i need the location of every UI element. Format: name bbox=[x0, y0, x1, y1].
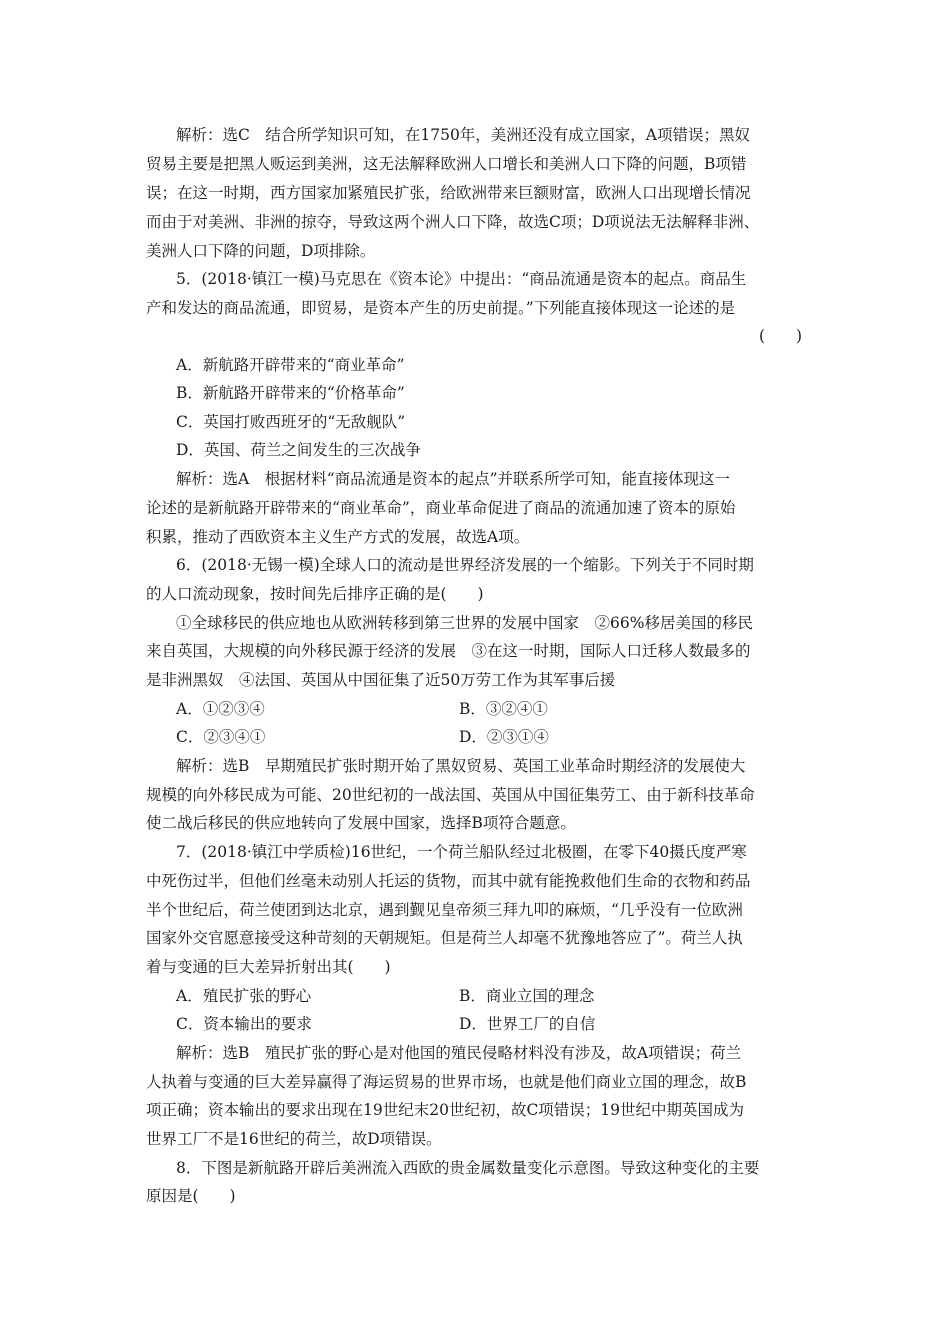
answer-analysis-line: 解析：选B 殖民扩张的野心是对他国的殖民侵略材料没有涉及，故A项错误；荷兰 bbox=[176, 1044, 742, 1062]
question-7-stem: 国家外交官愿意接受这种苛刻的天朝规矩。但是荷兰人却毫不犹豫地答应了”。荷兰人执 bbox=[146, 929, 743, 947]
option-a: A．新航路开辟带来的“商业革命” bbox=[176, 356, 405, 374]
answer-analysis-line: 美洲人口下降的问题，D项排除。 bbox=[146, 242, 376, 260]
answer-analysis-line: 人执着与变通的巨大差异赢得了海运贸易的世界市场，也就是他们商业立国的理念，故B bbox=[146, 1073, 747, 1091]
option-d: D．英国、荷兰之间发生的三次战争 bbox=[176, 441, 421, 459]
question-5-stem: 产和发达的商品流通，即贸易，是资本产生的历史前提。”下列能直接体现这一论述的是 bbox=[146, 299, 736, 317]
question-6-stem: 6．(2018·无锡一模)全球人口的流动是世界经济发展的一个缩影。下列关于不同时期 bbox=[176, 556, 754, 574]
option-d: D．②③①④ bbox=[459, 728, 549, 746]
answer-analysis-line: 规模的向外移民成为可能、20世纪初的一战法国、英国从中国征集劳工、由于新科技革命 bbox=[146, 786, 755, 804]
answer-analysis-line: 解析：选C 结合所学知识可知，在1750年，美洲还没有成立国家，A项错误；黑奴 bbox=[176, 126, 751, 144]
question-6-material: 是非洲黑奴 ④法国、英国从中国征集了近50万劳工作为其军事后援 bbox=[146, 671, 616, 689]
option-b: B．③②④① bbox=[459, 700, 548, 718]
question-5-stem: 5．(2018·镇江一模)马克思在《资本论》中提出：“商品流通是资本的起点。商品生 bbox=[176, 270, 747, 288]
option-b: B．新航路开辟带来的“价格革命” bbox=[176, 384, 405, 402]
question-6-material: ①全球移民的供应地也从欧洲转移到第三世界的发展中国家 ②66%移居美国的移民 bbox=[176, 614, 753, 632]
option-d: D．世界工厂的自信 bbox=[459, 1015, 596, 1033]
question-6-stem: 的人口流动现象，按时间先后排序正确的是( ) bbox=[146, 585, 484, 603]
option-c: C．英国打败西班牙的“无敌舰队” bbox=[176, 413, 406, 431]
option-a: A．殖民扩张的野心 bbox=[176, 987, 312, 1005]
option-c: C．资本输出的要求 bbox=[176, 1015, 312, 1033]
option-a: A．①②③④ bbox=[176, 700, 265, 718]
answer-analysis-line: 解析：选B 早期殖民扩张时期开始了黑奴贸易、英国工业革命时期经济的发展使大 bbox=[176, 757, 746, 775]
answer-analysis-line: 误；在这一时期，西方国家加紧殖民扩张，给欧洲带来巨额财富，欧洲人口出现增长情况 bbox=[146, 184, 751, 202]
option-c: C．②③④① bbox=[176, 728, 266, 746]
option-b: B．商业立国的理念 bbox=[459, 987, 595, 1005]
answer-analysis-line: 项正确；资本输出的要求出现在19世纪末20世纪初，故C项错误；19世纪中期英国成为 bbox=[146, 1101, 745, 1119]
answer-analysis-line: 积累，推动了西欧资本主义生产方式的发展，故选A项。 bbox=[146, 528, 530, 546]
answer-analysis-line: 使二战后移民的供应地转向了发展中国家，选择B项符合题意。 bbox=[146, 814, 576, 832]
question-8-stem: 8．下图是新航路开辟后美洲流入西欧的贵金属数量变化示意图。导致这种变化的主要 bbox=[176, 1159, 760, 1177]
answer-analysis-line: 解析：选A 根据材料“商品流通是资本的起点”并联系所学可知，能直接体现这一 bbox=[176, 470, 731, 488]
question-7-stem: 中死伤过半，但他们丝毫未动别人托运的货物，而其中就有能挽救他们生命的衣物和药品 bbox=[146, 872, 751, 890]
question-7-stem: 7．(2018·镇江中学质检)16世纪，一个荷兰船队经过北极圈，在零下40摄氏度严寒 bbox=[176, 843, 747, 861]
question-8-stem: 原因是( ) bbox=[146, 1187, 236, 1205]
answer-analysis-line: 论述的是新航路开辟带来的“商业革命”，商业革命促进了商品的流通加速了资本的原始 bbox=[146, 499, 736, 517]
answer-analysis-line: 世界工厂不是16世纪的荷兰，故D项错误。 bbox=[146, 1130, 442, 1148]
question-7-stem: 半个世纪后，荷兰使团到达北京，遇到觐见皇帝须三拜九叩的麻烦，“几乎没有一位欧洲 bbox=[146, 901, 743, 919]
answer-analysis-line: 贸易主要是把黑人贩运到美洲，这无法解释欧洲人口增长和美洲人口下降的问题，B项错 bbox=[146, 155, 747, 173]
answer-analysis-line: 而由于对美洲、非洲的掠夺，导致这两个洲人口下降，故选C项；D项说法无法解释非洲、 bbox=[146, 213, 760, 231]
question-7-stem: 着与变通的巨大差异折射出其( ) bbox=[146, 958, 391, 976]
question-6-material: 来自英国，大规模的向外移民源于经济的发展 ③在这一时期，国际人口迁移人数最多的 bbox=[146, 642, 751, 660]
answer-blank: ( ) bbox=[759, 327, 803, 345]
